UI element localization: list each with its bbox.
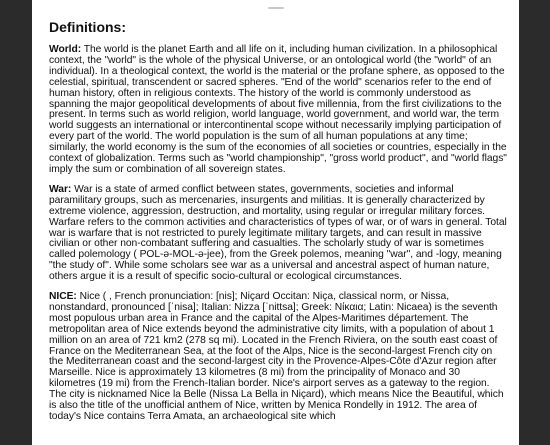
definition-text: Nice ( , French pronunciation: [nis]; Niçard Occitan: Niça, classical norm, or Nissa, nonstandard, pronounced [ˈnisa]; Italian: Nizza [ˈnittsa]; Greek: Νίκαια; Latin: Nicaea) is the seventh most populous urban area in France and the capital of the Alpes-Maritimes département. The metropolitan area of Nice extends beyond the administrative city limits, with a population of about 1 million on an area of 721 km2 (278 sq mi). Located in the French Riviera, on the south east coast of France on the Mediterranean Sea, at the foot of the Alps, Nice is the second-largest French city on the Mediterranean coast and the second-largest city in the Provence-Alpes-Côte d'Azur region after Marseille. Nice is approximately 13 kilometres (8 mi) from the principality of Monaco and 30 kilometres (19 mi) from the French-Italian border. Nice's airport serves as a gateway to the region. The city is nicknamed Nice la Belle (Nissa La Bella in Niçard), which means Nice the Beautiful, which is also the title of the unofficial anthem of Nice, written by Menica Rondelly in 1912. The area of today's Nice contains Terra Amata, an archaeological site which — [49, 291, 504, 422]
definition-text: War is a state of armed conflict between states, governments, societies and informal paramilitary groups, such as mercenaries, insurgents and militias. It is generally characterized by extreme violence, aggression, destruction, and mortality, using regular or irregular military forces. Warfare refers to the common activities and characteristics of types of war, or of wars in general. Total war is warfare that is not restricted to purely legitimate military targets, and can result in massive civilian or other non-combatant suffering and casualties. The scholarly study of war is sometimes called polemology ( POL-ə-MOL-ə-jee), from the Greek polemos, meaning "war", and -logy, meaning "the study of". While some scholars see war as a universal and ancestral aspect of human nature, others argue it is a result of specific socio-cultural or ecological circumstances. — [49, 183, 507, 283]
definition-nice — [49, 292, 507, 423]
definition-war — [49, 185, 507, 283]
definition-text: The world is the planet Earth and all life on it, including human civilization. In a philosophical context, the "world" is the whole of the physical Universe, or an ontological world (the "world" of an individual). In a theological context, the world is the material or the profane sphere, as opposed to the celestial, spiritual, transcendent or sacred spheres. "End of the world" scenarios refer to the end of human history, often in religious contexts. The history of the world is commonly understood as spanning the major geopolitical developments of about five millennia, from the first civilizations to the present. In terms such as world religion, world language, world government, and world war, the term world suggests an international or intercontinental scope without necessarily implying participation of every part of the world. The world population is the sum of all human populations at any time; similarly, the world economy is the sum of the economies of all societies or countries, especially in the context of globalization. Terms such as "world championship", "gross world product", and "world flags" imply the sum or combination of all sovereign states. — [49, 44, 507, 175]
definition-term: World: — [49, 44, 82, 55]
document-page — [32, 0, 519, 445]
drag-handle-icon[interactable] — [268, 7, 284, 9]
page-title: Definitions: — [49, 19, 126, 35]
document-content — [49, 18, 507, 432]
definition-term: War: — [49, 183, 72, 195]
definition-term: NICE: — [49, 291, 77, 303]
definition-world — [49, 45, 507, 176]
